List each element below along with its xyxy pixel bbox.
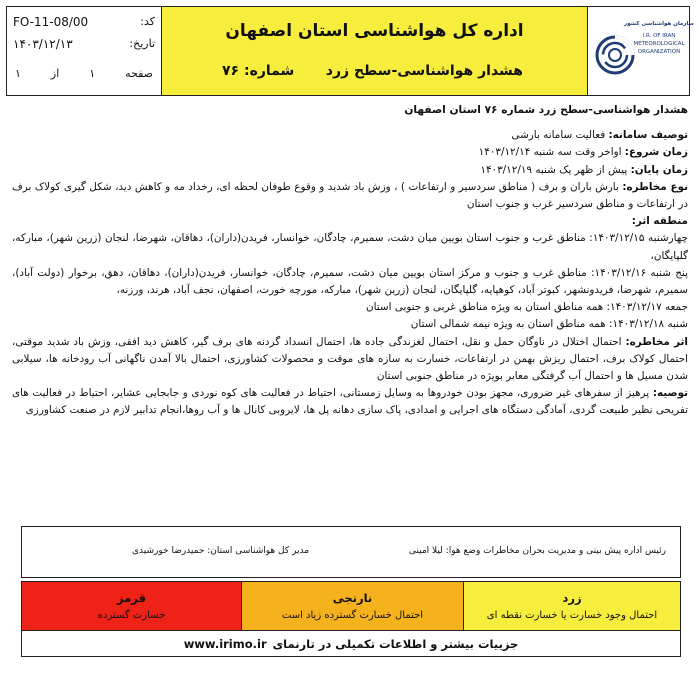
hazard-text: بارش باران و برف ( مناطق سردسیر و ارتفاعات ) ، وزش باد شدید و وقوع طوفان لحظه ای، رخداد مه و کاهش دید، شکل گیری کولاک برف در ارتفاعات و مناطق سردسیر غرب و جنوب استان (12, 180, 688, 211)
end-text: پیش از ظهر یک شنبه ۱۴۰۳/۱۲/۱۹ (480, 163, 628, 176)
legend-yellow-title: زرد (562, 591, 582, 605)
organization-logo (587, 7, 694, 95)
warning-level-legend (21, 581, 681, 631)
warning-document (6, 6, 694, 693)
legend-orange-desc: احتمال خسارت گسترده زیاد است (281, 610, 424, 621)
area-item-2: پنج شنبه ۱۴۰۳/۱۲/۱۶: مناطق غرب و جنوب و مرکز استان بویین میان دشت، سمیرم، چادگان، خوانسار، فریدن(داران)، دهاقان، دهق، برخوار (دولت آباد)، سمیرم، شهرضا، فریدونشهر، کبوتر آباد، کوهپایه، گلپایگان، لنجان (زرین شهر)، مبارکه، مورچه خورت، اصفهان، نجف آباد، هرند، ورزنه، (12, 266, 688, 297)
forecast-head-signature: رئیس اداره پیش بینی و مدیریت بحران مخاطرات وضع هوا: لیلا امینی (408, 546, 666, 556)
logo-fa-text: سازمان هواشناسی کشور (623, 21, 694, 27)
area-label: منطقه اثر: (631, 215, 688, 228)
header-title-block (161, 7, 587, 95)
page-row (15, 67, 153, 80)
document-footer (21, 631, 681, 657)
area-item-1: چهارشنبه ۱۴۰۳/۱۲/۱۵: مناطق غرب و جنوب استان بویین میان دشت، سمیرم، چادگان، خوانسار، فریدن(داران)، دهاقان، شهرضا، لنجان (زرین شهر)، مبارکه، گلپایگان، (12, 232, 688, 262)
legend-yellow-desc: احتمال وجود خسارت یا خسارت نقطه ای (486, 610, 658, 621)
office-title: اداره کل هواشناسی استان اصفهان (225, 21, 524, 41)
area-item-4: شنبه ۱۴۰۳/۱۲/۱۸: همه مناطق استان به ویژه نیمه شمالی استان (410, 318, 688, 331)
legend-orange-title: نارنجی (332, 591, 373, 605)
legend-red (22, 582, 242, 630)
logo-en2-text: METEOROLOGICAL (632, 41, 685, 47)
code-row (13, 15, 155, 29)
end-label: زمان پایان: (630, 163, 688, 176)
area-line (12, 213, 688, 230)
description-text: فعالیت سامانه بارشی (511, 129, 606, 142)
legend-orange (242, 582, 464, 630)
legend-red-title: قرمز (117, 591, 146, 605)
page-of: از (50, 67, 60, 80)
website-link[interactable]: www.irimo.ir (183, 636, 267, 651)
warning-level-title: هشدار هواشناسی-سطح زرد (325, 63, 523, 79)
description-line (12, 127, 688, 144)
effect-line (12, 334, 688, 386)
logo-en1-text: I.R. OF IRAN (642, 33, 675, 39)
date-label: تاریخ: (129, 37, 155, 50)
start-text: اواخر وقت سه شنبه ۱۴۰۳/۱۲/۱۴ (478, 146, 622, 159)
page-label: صفحه (125, 67, 153, 80)
legend-red-desc: خسارت گسترده (97, 610, 166, 621)
start-line (12, 144, 688, 161)
hazard-line (12, 179, 688, 213)
description-label: توصیف سامانه: (608, 129, 688, 142)
code-label: کد: (140, 15, 155, 28)
area-item-3: جمعه ۱۴۰۳/۱۲/۱۷: همه مناطق استان به ویژه مناطق غربی و جنوبی استان (366, 301, 688, 314)
code-value: FO-11-08/00 (13, 15, 89, 29)
warning-body (12, 102, 688, 420)
logo-en3-text: ORGANIZATION (637, 49, 680, 55)
hazard-label: نوع مخاطره: (622, 180, 688, 193)
effect-text: احتمال اختلال در ناوگان حمل و نقل، احتمال لغزندگی جاده ها، احتمال انسداد گردنه های برف گیر، کاهش دید افقی، وزش باد شدید موقتی، احتمال کولاک برف، احتمال ریزش بهمن در ارتفاعات، خسارت به سازه های موقت و محصولات کشاورزی، احتمال بالا آمدن ناگهانی آب رودخانه ها، سیلابی شدن مسیل ها و احتمال آب گرفتگی معابر بویژه در مناطق جنوبی استان (12, 335, 688, 383)
document-meta (7, 7, 161, 95)
end-line (12, 162, 688, 179)
legend-yellow (464, 582, 680, 630)
advice-label: توصیه: (652, 387, 688, 400)
page-total: ۱ (15, 67, 21, 80)
effect-label: اثر مخاطره: (625, 335, 688, 348)
warning-number: شماره: ۷۶ (222, 63, 295, 79)
advice-text: پرهیز از سفرهای غیر ضروری، مجهز بودن خودروها به وسایل زمستانی، احتیاط در فعالیت های کوه نوردی و جابجایی عشایر، احتیاط در فعالیت های تفریحی نظیر طبیعت گردی، آمادگی دستگاه های اجرایی و امدادی، پاک سازی دهانه پل ها، لایروبی کانال ها و آب روها،انجام تدابیر لازم در صنعت کشاورزی (12, 387, 688, 417)
body-heading: هشدار هواشناسی-سطح زرد شماره ۷۶ استان اصفهان (404, 104, 688, 116)
document-header (6, 6, 694, 96)
date-row (13, 37, 155, 51)
page-current: ۱ (89, 67, 96, 80)
meteorological-logo-icon (593, 15, 694, 87)
advice-line (12, 385, 688, 419)
signature-box (21, 526, 681, 578)
footer-text: جزییات بیشتر و اطلاعات تکمیلی در تارنمای (272, 636, 519, 651)
start-label: زمان شروع: (624, 146, 688, 159)
date-value: ۱۴۰۳/۱۲/۱۳ (13, 37, 73, 51)
director-signature: مدیر کل هواشناسی استان: حمیدرضا خورشیدی (132, 546, 310, 556)
